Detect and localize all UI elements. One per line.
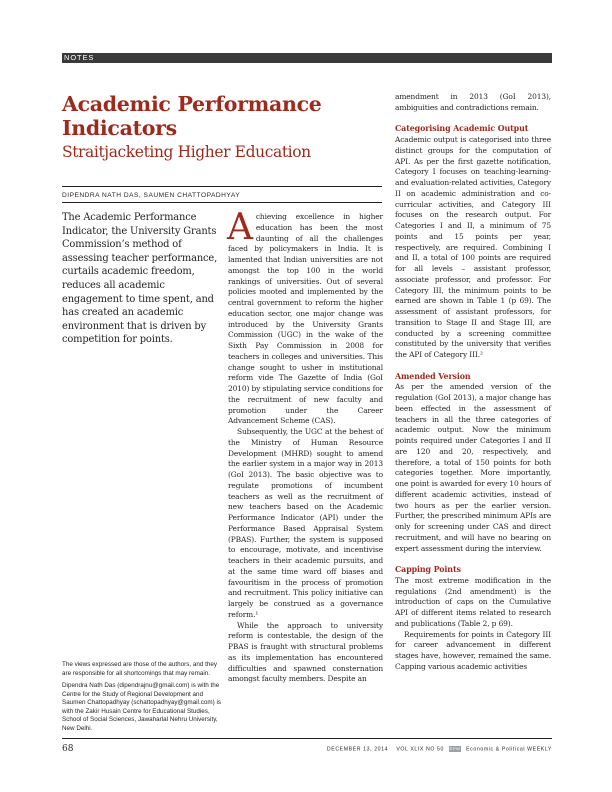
journal-name: Economic & Political WEEKLY bbox=[466, 746, 552, 753]
body-paragraph: Subsequently, the UGC at the behest of the Ministry of Human Resource Development (MHRD) sought to amend the earlier system in a major way in 2013 (GoI 2013). The basic objective was to regulate promotions of incumbent teachers as well as the recruitment of new teachers based on the Academic Performance Indicator (API) under the Performance Based Appraisal System (PBAS). Further, the system is supposed to encourage, motivate, and incentivise teachers in their academic pursuits, and at the same time ward off biases and favouritism in the process of promotion and recruitment. This policy initiative can largely be construed as a governance reform.¹ bbox=[228, 427, 383, 619]
author-line: DIPENDRA NATH DAS, SAUMEN CHATTOPADHYAY bbox=[62, 192, 241, 199]
body-column-right bbox=[395, 92, 551, 673]
issue-date: DECEMBER 13, 2014 bbox=[326, 746, 389, 753]
section-heading: Categorising Academic Output bbox=[395, 124, 529, 134]
body-paragraph: While the approach to university reform is contestable, the design of the PBAS is fraught with structural problems as its implementation has encountered difficulties and spawned consternation amongst faculty members. Despite an bbox=[228, 620, 383, 684]
page-number: 68 bbox=[62, 744, 74, 754]
footer-issue-info bbox=[300, 746, 552, 752]
abstract: The Academic Performance Indicator, the University Grants Commission’s method of assessing teacher performance, curtails academic freedom, reduces all academic engagement to time spent, and has created an academic environment that is driven by competition for points. bbox=[62, 212, 218, 346]
article-title: Academic Performance Indicators bbox=[62, 92, 322, 140]
footer-divider bbox=[62, 738, 552, 739]
body-paragraph: The most extreme modification in the regulations (2nd amendment) is the introduction of caps on the Cumulative API of different items related to research and publications (Table 2, p 69). bbox=[395, 575, 551, 628]
disclaimer: The views expressed are those of the authors, and they are responsible for all shortcomings that may remain. bbox=[62, 661, 218, 677]
section-label: NOTES bbox=[62, 53, 552, 63]
title-divider bbox=[62, 186, 382, 187]
author-footnote bbox=[62, 661, 222, 737]
intro-paragraph: chieving excellence in higher education has been the most daunting of all the challenges faced by policymakers in India. It is lamented that Indian universities are not amongst the top 100 in the world rankings of universities. Out of several policies mooted and implemented by the central government to reform the higher education sector, one major change was introduced by the University Grants Commission (UGC) in the wake of the Sixth Pay Commission in 2008 for teachers in colleges and universities. This change sought to usher in institutional reform vide The Gazette of India (GoI 2010) by stipulating service conditions for the recruitment of new faculty and promotion under the Career Advancement Scheme (CAS). bbox=[228, 212, 383, 426]
body-paragraph: amendment in 2013 (GoI 2013), ambiguities and contradictions remain. bbox=[395, 92, 551, 112]
section-heading: Capping Points bbox=[395, 565, 461, 574]
drop-cap: A bbox=[227, 207, 253, 248]
body-paragraph: Academic output is categorised into three distinct groups for the computation of API. As per the first gazette notification, Category I focuses on teaching-learning- and evaluation-related activities, Category II on academic administration and co-curricular activities, and Category III focuses on the research output. For Categories I and II, a minimum of 75 points and 15 points per year, respectively, are required. Combining I and II, a total of 100 points are required for all levels – assistant professor, associate professor, and professor. For Category III, the minimum points to be earned are shown in Table 1 (p 69). The assessment of assistant professors, for transition to Stage II and Stage III, are conducted by a screening committee constituted by the university that verifies the API of Category III.² bbox=[395, 135, 551, 359]
section-heading: Amended Version bbox=[395, 371, 471, 381]
author-divider bbox=[62, 202, 382, 203]
body-paragraph: As per the amended version of the regulation (GoI 2013), a major change has been effected in the assessment of teachers in all the three categories of academic output. Now the minimum points required under Categories I and II are 120 and 20, respectively, and therefore, a total of 150 points for both categories together. More importantly, one point is awarded for every 10 hours of different academic activities, instead of two hours as per the earlier version. Further, the prescribed minimum APIs are only for screening under CAS and direct recruitment, and will have no bearing on expert assessment during the interview. bbox=[395, 382, 551, 553]
author-bio: Dipendra Nath Das (dipendrajnu@gmail.com) is with the Centre for the Study of Regional Development and Saumen Chattopadhyay (schattopadhyay@gmail.com) is with the Zakir Husain Centre for Educational Studies, School of Social Sciences, Jawaharlal Nehru University, New Delhi. bbox=[62, 682, 221, 732]
article-subtitle: Straitjacketing Higher Education bbox=[62, 143, 311, 161]
body-paragraph: Requirements for points in Category III for career advancement in different stages have, however, remained the same. Capping various academic activities bbox=[395, 629, 551, 671]
issue-volume: VOL XLIX NO 50 bbox=[396, 746, 445, 753]
body-column-middle bbox=[227, 207, 383, 685]
epw-badge-icon: EPW bbox=[449, 746, 461, 751]
